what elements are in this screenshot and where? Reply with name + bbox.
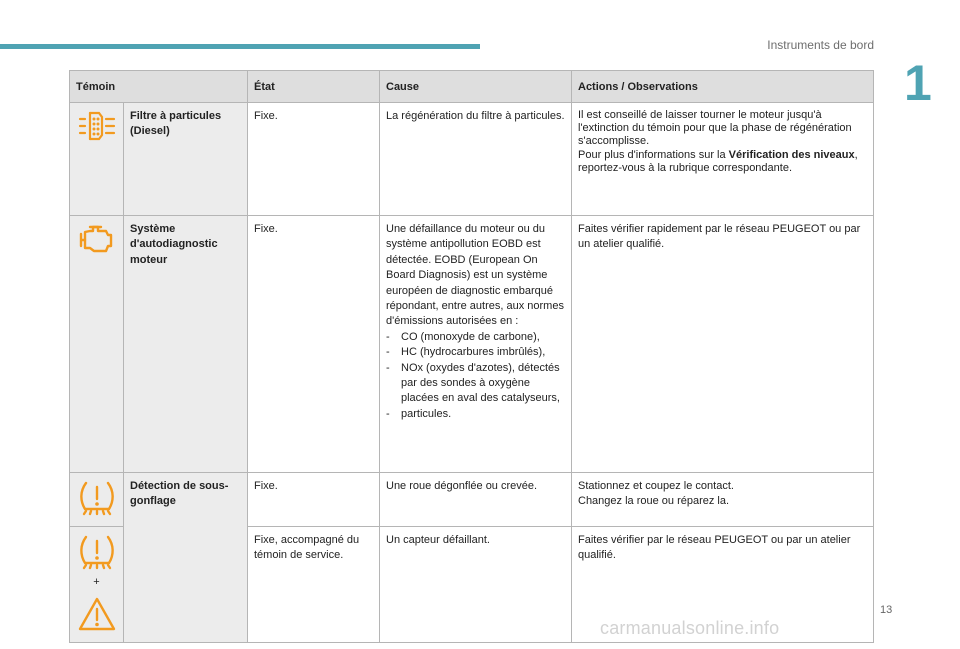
list-item: - HC (hydrocarbures imbrûlés), [386,345,565,360]
temoin-name: Filtre à particules (Diesel) [124,103,248,216]
column-header-actions: Actions / Observations [572,71,874,103]
table-header-row [70,71,874,103]
table-row [70,216,874,473]
icon-cell [70,216,124,473]
cause-cell: Une roue dégonflée ou crevée. [380,473,572,527]
actions-cell: Faites vérifier par le réseau PEUGEOT ou par un atelier qualifié. [572,527,874,643]
emissions-list [386,330,565,422]
actions-reference: Pour plus d'informations sur la Vérification des niveaux, reportez-vous à la rubrique correspondante. [578,148,858,174]
table-row [70,473,874,527]
list-item: - NOx (oxydes d'azotes), détectés par des sondes à oxygène placées en aval des catalyseurs, [386,361,565,407]
icon-cell [70,103,124,216]
cause-cell [380,216,572,473]
cause-text: Une défaillance du moteur ou du système antipollution EOBD est détectée. EOBD (European On Board Diagnosis) est un système européen de diagnostic embarqué répondant, entre autres, aux normes d'émissions autorisées en : [386,223,564,328]
table-row [70,103,874,216]
state-cell: Fixe. [248,103,380,216]
column-header-etat: État [248,71,380,103]
warning-lights-table [69,70,874,643]
warning-triangle-icon [76,596,117,632]
diesel-particle-filter-icon [76,109,117,143]
chapter-number: 1 [904,55,932,111]
tyre-pressure-icon [76,533,117,571]
icon-cell [70,527,124,643]
section-title: Instruments de bord [767,38,874,52]
icon-joiner: + [93,576,100,588]
cause-cell: Un capteur défaillant. [380,527,572,643]
temoin-name: Détection de sous-gonflage [124,473,248,643]
actions-line: Changez la roue ou réparez la. [578,495,730,508]
tyre-pressure-icon [76,479,117,517]
temoin-name: Système d'autodiagnostic moteur [124,216,248,473]
actions-text: Il est conseillé de laisser tourner le moteur jusqu'à l'extinction du témoin pour que la phase de régénération s'accomplisse. [578,109,852,148]
column-header-temoin: Témoin [70,71,248,103]
reference-link-text: Vérification des niveaux [728,148,855,161]
header-accent-bar [0,44,480,49]
state-cell: Fixe. [248,216,380,473]
icon-cell [70,473,124,527]
list-item: - particules. [386,407,565,422]
actions-line: Stationnez et coupez le contact. [578,480,734,492]
state-cell: Fixe. [248,473,380,527]
state-cell: Fixe, accompagné du témoin de service. [248,527,380,643]
actions-cell: Faites vérifier rapidement par le réseau PEUGEOT ou par un atelier qualifié. [572,216,874,473]
page-number: 13 [880,604,893,616]
engine-check-icon [76,222,117,254]
column-header-cause: Cause [380,71,572,103]
list-item: - CO (monoxyde de carbone), [386,330,565,345]
actions-cell [572,473,874,527]
watermark-text: carmanualsonline.info [600,618,780,638]
actions-cell [572,103,874,216]
cause-cell: La régénération du filtre à particules. [380,103,572,216]
